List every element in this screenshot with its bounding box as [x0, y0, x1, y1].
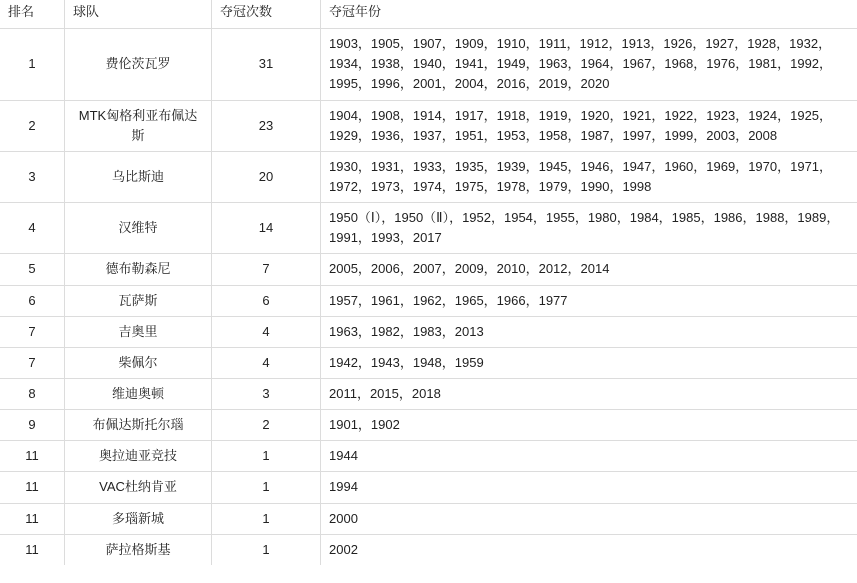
cell-years: 1944 — [321, 441, 857, 472]
cell-count: 1 — [212, 534, 321, 565]
table-header — [0, 0, 857, 29]
cell-rank: 11 — [0, 441, 65, 472]
cell-team: MTK匈格利亚布佩达斯 — [65, 100, 212, 151]
cell-years: 1904，1908，1914，1917，1918，1919，1920，1921，1922，1923，1924，1925，1929，1936，1937，1951，1953，1958，1987，1997，1999，2003，2008 — [321, 100, 857, 151]
cell-count: 1 — [212, 503, 321, 534]
table-row — [0, 316, 857, 347]
cell-rank: 3 — [0, 151, 65, 202]
cell-rank: 2 — [0, 100, 65, 151]
cell-rank: 7 — [0, 347, 65, 378]
cell-team: 汉维特 — [65, 203, 212, 254]
column-header-count: 夺冠次数 — [212, 0, 321, 29]
cell-years: 1957，1961，1962，1965，1966，1977 — [321, 285, 857, 316]
cell-count: 4 — [212, 316, 321, 347]
cell-team: 费伦茨瓦罗 — [65, 29, 212, 100]
cell-years: 2002 — [321, 534, 857, 565]
table-row — [0, 503, 857, 534]
column-header-rank: 排名 — [0, 0, 65, 29]
table-row — [0, 285, 857, 316]
cell-rank: 5 — [0, 254, 65, 285]
cell-rank: 1 — [0, 29, 65, 100]
cell-count: 7 — [212, 254, 321, 285]
cell-count: 31 — [212, 29, 321, 100]
cell-years: 1930，1931，1933，1935，1939，1945，1946，1947，1960，1969，1970，1971，1972，1973，1974，1975，1978，1979，1990，1998 — [321, 151, 857, 202]
table-row — [0, 347, 857, 378]
cell-years: 2005，2006，2007，2009，2010，2012，2014 — [321, 254, 857, 285]
cell-count: 2 — [212, 410, 321, 441]
cell-years: 1950（Ⅰ），1950（Ⅱ），1952，1954，1955，1980，1984，1985，1986，1988，1989，1991，1993，2017 — [321, 203, 857, 254]
cell-count: 6 — [212, 285, 321, 316]
table-header-row — [0, 0, 857, 29]
cell-count: 23 — [212, 100, 321, 151]
cell-count: 1 — [212, 441, 321, 472]
table-row — [0, 203, 857, 254]
table-row — [0, 472, 857, 503]
cell-rank: 11 — [0, 472, 65, 503]
cell-team: 吉奥里 — [65, 316, 212, 347]
cell-count: 14 — [212, 203, 321, 254]
cell-team: 柴佩尔 — [65, 347, 212, 378]
cell-count: 20 — [212, 151, 321, 202]
cell-years: 1901，1902 — [321, 410, 857, 441]
cell-team: VAC杜纳肯亚 — [65, 472, 212, 503]
cell-rank: 11 — [0, 503, 65, 534]
cell-years: 1903，1905，1907，1909，1910，1911，1912，1913，1926，1927，1928，1932，1934，1938，1940，1941，1949，1963，1964，1967，1968，1976，1981，1992，1995，1996，2001，2004，2016，2019，2020 — [321, 29, 857, 100]
cell-team: 德布勒森尼 — [65, 254, 212, 285]
cell-count: 1 — [212, 472, 321, 503]
cell-rank: 8 — [0, 378, 65, 409]
cell-team: 奥拉迪亚竞技 — [65, 441, 212, 472]
table-row — [0, 29, 857, 100]
cell-count: 3 — [212, 378, 321, 409]
table-row — [0, 151, 857, 202]
table-row — [0, 254, 857, 285]
table-row — [0, 410, 857, 441]
cell-team: 瓦萨斯 — [65, 285, 212, 316]
table-body — [0, 29, 857, 565]
cell-team: 萨拉格斯基 — [65, 534, 212, 565]
table-row — [0, 534, 857, 565]
cell-years: 2000 — [321, 503, 857, 534]
cell-team: 多瑙新城 — [65, 503, 212, 534]
cell-years: 1994 — [321, 472, 857, 503]
cell-years: 1963，1982，1983，2013 — [321, 316, 857, 347]
table-row — [0, 100, 857, 151]
cell-rank: 11 — [0, 534, 65, 565]
table-row — [0, 441, 857, 472]
cell-team: 维迪奥顿 — [65, 378, 212, 409]
cell-years: 2011，2015，2018 — [321, 378, 857, 409]
cell-rank: 7 — [0, 316, 65, 347]
cell-team: 乌比斯迪 — [65, 151, 212, 202]
cell-years: 1942，1943，1948，1959 — [321, 347, 857, 378]
column-header-team: 球队 — [65, 0, 212, 29]
cell-rank: 9 — [0, 410, 65, 441]
cell-rank: 6 — [0, 285, 65, 316]
cell-team: 布佩达斯托尔瑙 — [65, 410, 212, 441]
cell-count: 4 — [212, 347, 321, 378]
cell-rank: 4 — [0, 203, 65, 254]
table-row — [0, 378, 857, 409]
column-header-years: 夺冠年份 — [321, 0, 857, 29]
